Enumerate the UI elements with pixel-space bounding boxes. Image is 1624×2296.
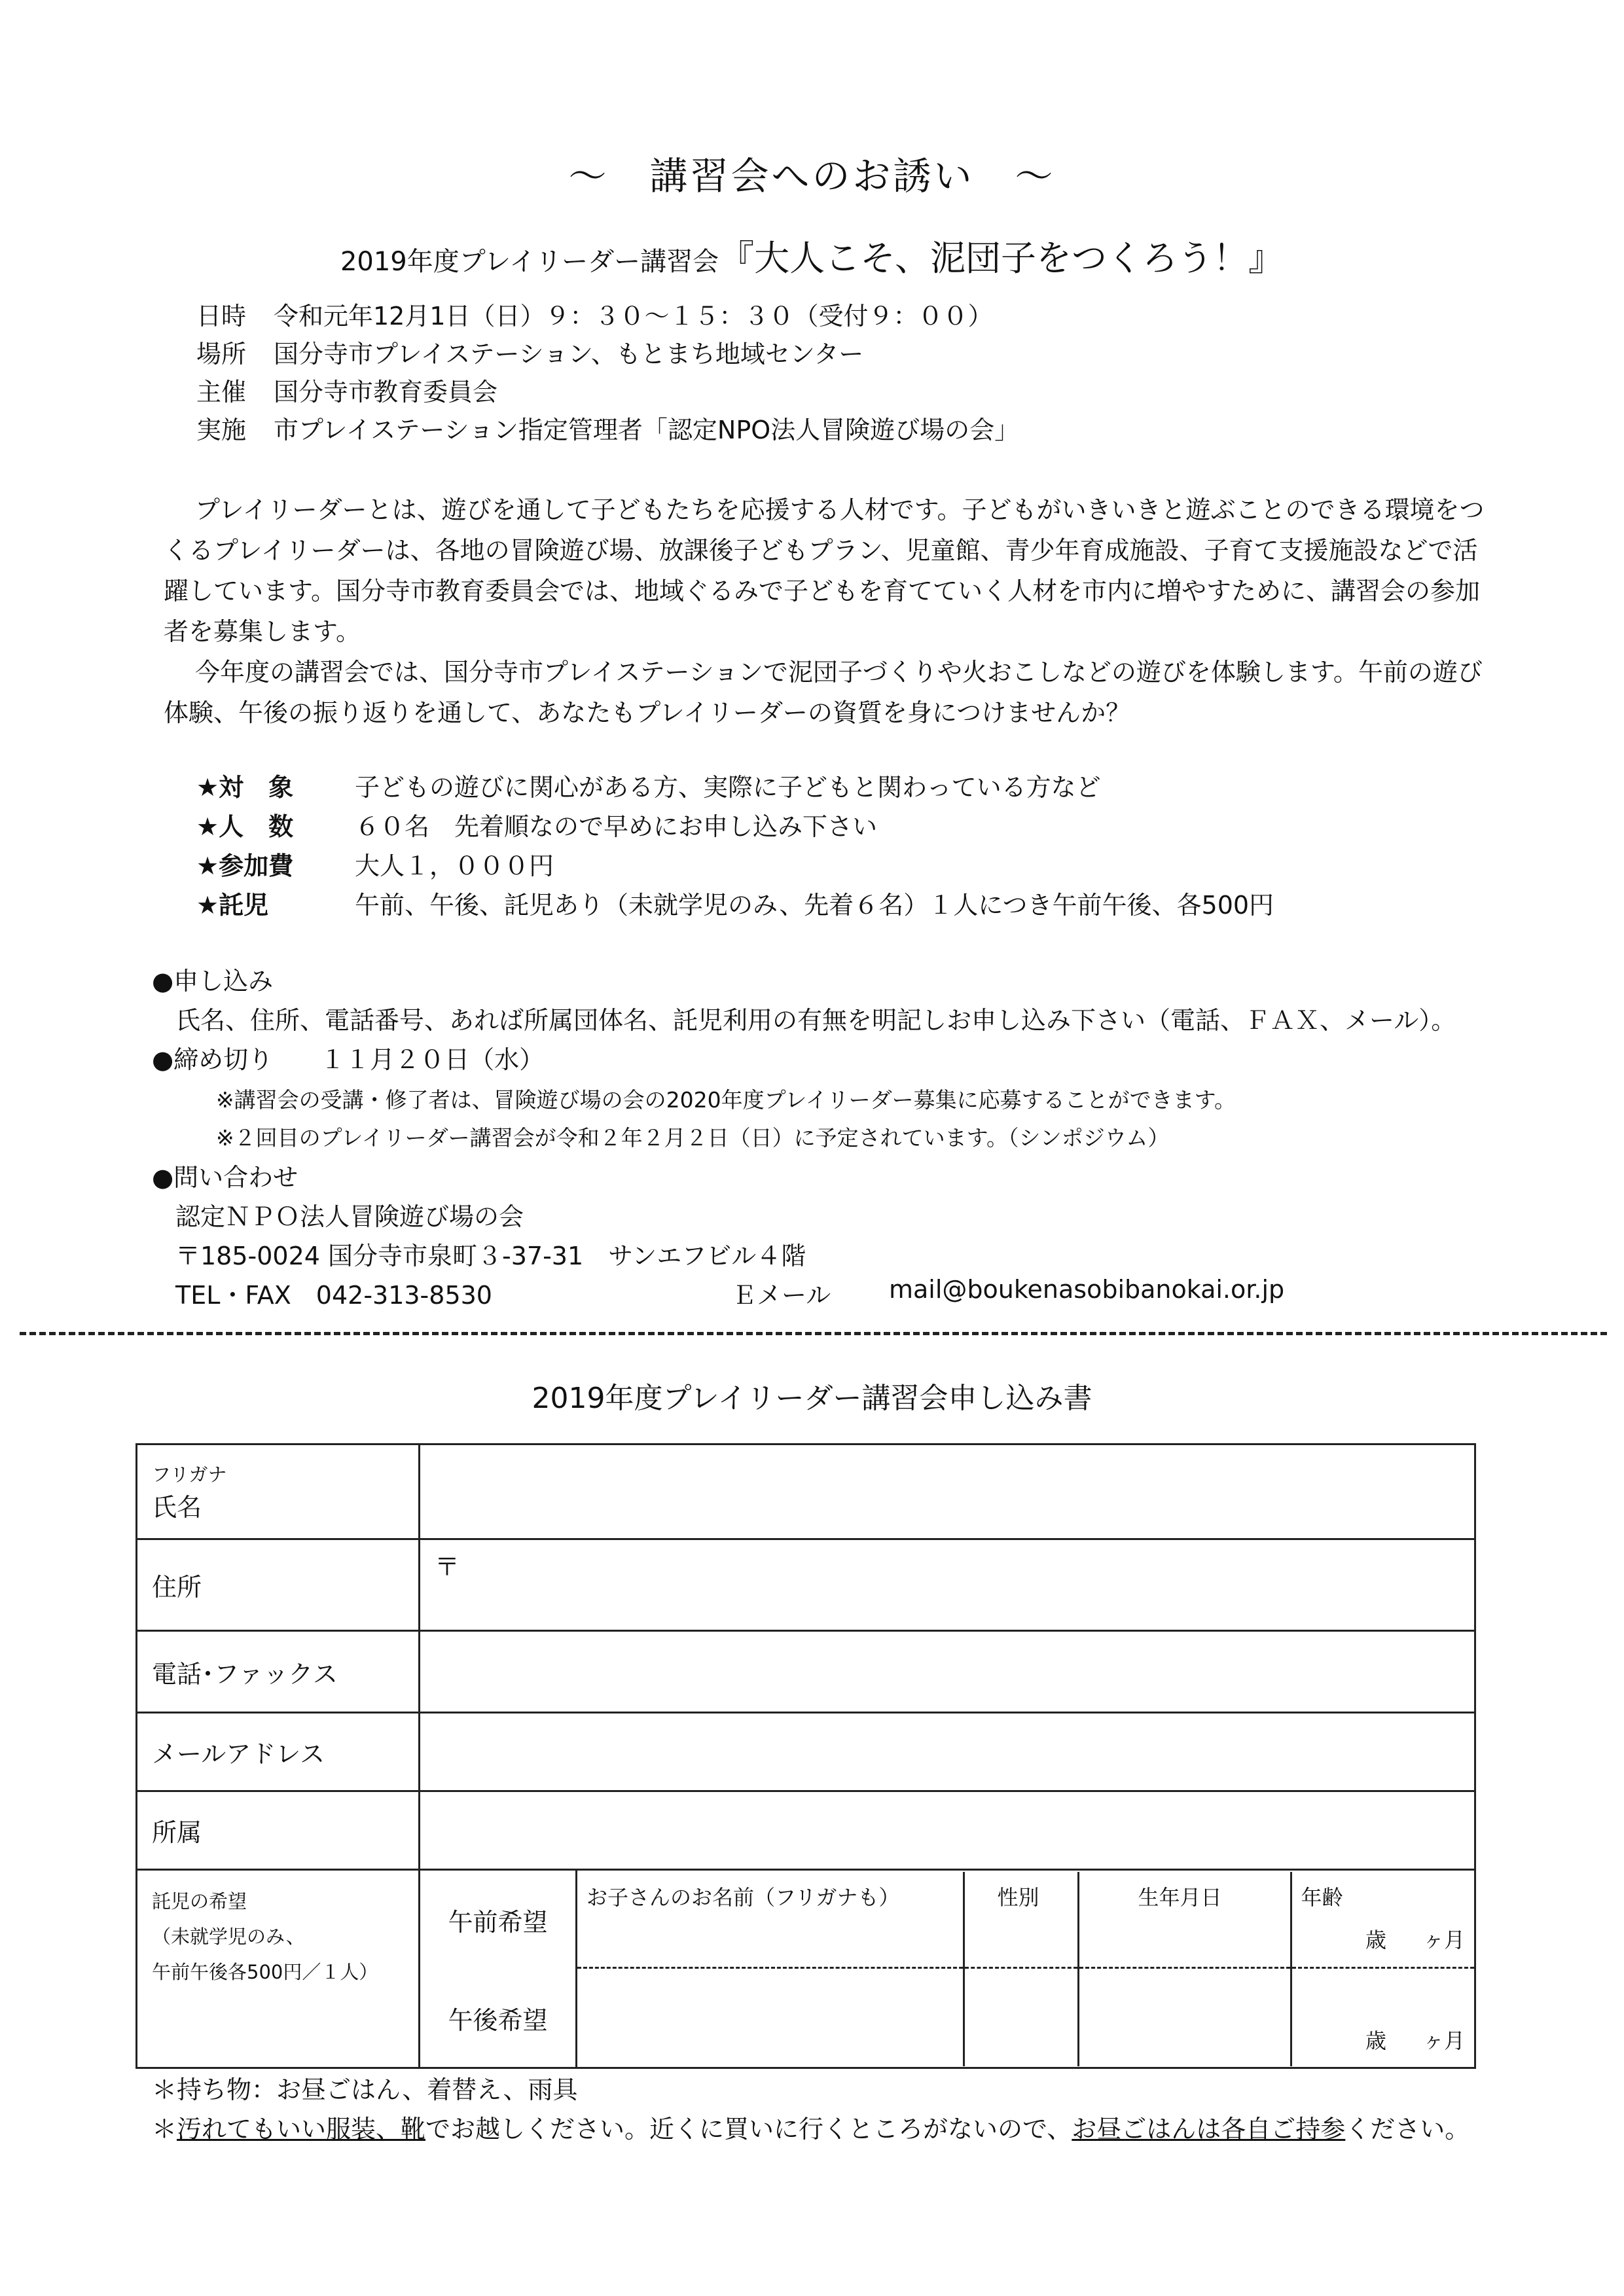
detail-fee <box>196 846 554 882</box>
info-label: 場所 <box>196 340 247 368</box>
contact-tel-fax: TEL・FAX 042-313-8530 <box>175 1281 492 1310</box>
age-field[interactable] <box>1291 1968 1474 2066</box>
childcare-label-cell <box>137 1870 420 2068</box>
deadline-note: ※講習会の受講・修了者は、冒険遊び場の会の2020年度プレイリーダー募集に応募することができます。 <box>216 1087 1236 1113</box>
detail-value: ６０名 先着順なので早めにお申し込み下さい <box>355 812 878 841</box>
clothing-note <box>152 2109 1470 2145</box>
info-implementer <box>196 410 1019 446</box>
deadline-note: ※２回目のプレイリーダー講習会が令和２年２月２日（日）に予定されています。（シンポジウム） <box>216 1125 1170 1151</box>
detail-childcare <box>196 885 1274 921</box>
email-label: メールアドレス <box>137 1713 420 1791</box>
detail-value: 子どもの遊びに関心がある方、実際に子どもと関わっている方など <box>355 773 1101 802</box>
form-title: 2019年度プレイリーダー講習会申し込み書 <box>532 1382 1092 1415</box>
intro-paragraph: プレイリーダーとは、遊びを通して子どもたちを応援する人材です。子どもがいきいきと遊ぶことのできる環境をつくるプレイリーダーは、各地の冒険遊び場、放課後子どもプラン、児童館、青少年育成施設、子育て支援施設などで活躍しています。国分寺市教育委員会では、地域ぐるみで子どもを育てていく人材を市内に増やすために、講習会の参加者を募集します。 <box>164 495 1485 646</box>
belongings-note: ＊持ち物：お昼ごはん、着替え、雨具 <box>152 2075 578 2104</box>
info-label: 日時 <box>196 302 247 331</box>
intro-paragraph: 今年度の講習会では、国分寺市プレイステーションで泥団子づくりや火おこしなどの遊びを体験します。午前の遊び体験、午後の振り返りを通して、あなたもプレイリーダーの資質を身につけませんか？ <box>164 658 1483 727</box>
info-datetime <box>196 296 993 332</box>
info-value: 市プレイステーション指定管理者「認定NPO法人冒険遊び場の会」 <box>274 416 1020 444</box>
phone-field[interactable] <box>420 1631 1475 1713</box>
application-text: 氏名、住所、電話番号、あれば所属団体名、託児利用の有無を明記しお申し込み下さい（電話、ＦＡＸ、メール）。 <box>175 1006 1456 1035</box>
contact-org: 認定ＮＰＯ法人冒険遊び場の会 <box>175 1202 524 1231</box>
afternoon-option[interactable]: 午後希望 <box>448 2005 548 2035</box>
detail-target <box>196 767 1101 803</box>
age-unit-years: 歳 <box>1365 1928 1386 1952</box>
info-venue <box>196 334 863 370</box>
note-prefix: ＊ <box>152 2115 177 2144</box>
childcare-slots <box>420 1870 577 2068</box>
detail-value: 午前、午後、託児あり（未就学児のみ、先着６名）１人につき午前午後、各500円 <box>355 891 1274 920</box>
info-organizer <box>196 372 497 408</box>
phone-label: 電話･ファックス <box>137 1631 420 1713</box>
address-field[interactable] <box>420 1539 1475 1631</box>
detail-label: ★対 象 <box>196 773 294 802</box>
deadline-line <box>152 1039 544 1075</box>
info-label: 実施 <box>196 416 247 444</box>
child-name-field[interactable] <box>577 1968 964 2066</box>
info-label: 主催 <box>196 378 247 406</box>
childcare-label: （未就学児のみ、 <box>152 1926 305 1948</box>
cut-line <box>20 1332 1607 1335</box>
name-label: 氏名 <box>152 1493 202 1522</box>
application-form <box>135 1443 1476 2069</box>
affiliation-label: 所属 <box>137 1791 420 1870</box>
child-info-table <box>577 1872 1474 2066</box>
birthdate-label: 生年月日 <box>1138 1884 1222 1910</box>
deadline-heading: ●締め切り <box>152 1045 274 1074</box>
child-info-cell <box>577 1870 1475 2068</box>
address-label: 住所 <box>137 1539 420 1631</box>
gender-label: 性別 <box>997 1884 1039 1910</box>
deadline-date: １１月２０日（水） <box>320 1045 545 1074</box>
childcare-label: 午前午後各500円／１人） <box>152 1961 378 1983</box>
intro-text <box>164 490 1486 733</box>
age-unit-years: 歳 <box>1365 2028 1386 2053</box>
contact-address: 〒185-0024 国分寺市泉町３-37-31 サンエフビル４階 <box>175 1242 806 1270</box>
age-header <box>1291 1872 1474 1968</box>
age-unit-months: ヶ月 <box>1422 1928 1465 1952</box>
detail-label: ★託児 <box>196 891 269 920</box>
age-unit-months: ヶ月 <box>1422 2028 1465 2053</box>
furigana-label: フリガナ <box>152 1463 227 1486</box>
info-value: 令和元年12月1日（日）９：３０～１５：３０（受付９：００） <box>274 302 993 331</box>
info-value: 国分寺市教育委員会 <box>274 378 498 406</box>
birthdate-header <box>1078 1872 1291 1968</box>
event-subtitle <box>0 230 1624 281</box>
morning-option[interactable]: 午前希望 <box>448 1907 548 1937</box>
age-label: 年齢 <box>1301 1884 1343 1910</box>
gender-header <box>964 1872 1078 1968</box>
name-label-cell <box>137 1444 420 1539</box>
detail-label: ★人 数 <box>196 812 294 841</box>
contact-email-label: Ｅメール <box>732 1281 831 1310</box>
contact-heading: ●問い合わせ <box>152 1163 298 1192</box>
name-field[interactable] <box>420 1444 1475 1539</box>
affiliation-field[interactable] <box>420 1791 1475 1870</box>
child-name-header <box>577 1872 964 1968</box>
subtitle-main: 『大人こそ、泥団子をつくろう！』 <box>719 238 1284 279</box>
note-emphasis: お昼ごはんは各自ご持参 <box>1072 2115 1346 2144</box>
childcare-label: 託児の希望 <box>152 1890 247 1912</box>
subtitle-prefix: 2019年度プレイリーダー講習会 <box>340 247 719 277</box>
email-field[interactable] <box>420 1713 1475 1791</box>
child-name-label: お子さんのお名前（フリガナも） <box>586 1884 900 1910</box>
application-heading: ●申し込み <box>152 967 274 996</box>
contact-email[interactable]: mail@boukenasobibanokai.or.jp <box>889 1275 1285 1304</box>
info-value: 国分寺市プレイステーション、もとまち地域センター <box>274 340 864 368</box>
note-emphasis: 汚れてもいい服装、靴 <box>177 2115 426 2144</box>
page-title: ～ 講習会へのお誘い ～ <box>568 154 1056 198</box>
gender-field[interactable] <box>964 1968 1078 2066</box>
note-text: ください。 <box>1345 2115 1470 2144</box>
birthdate-field[interactable] <box>1078 1968 1291 2066</box>
detail-label: ★参加費 <box>196 852 294 880</box>
detail-value: 大人１，０００円 <box>355 852 554 880</box>
detail-capacity <box>196 806 877 842</box>
note-text: でお越しください。近くに買いに行くところがないので、 <box>425 2115 1072 2144</box>
postal-mark: 〒 <box>435 1552 460 1581</box>
